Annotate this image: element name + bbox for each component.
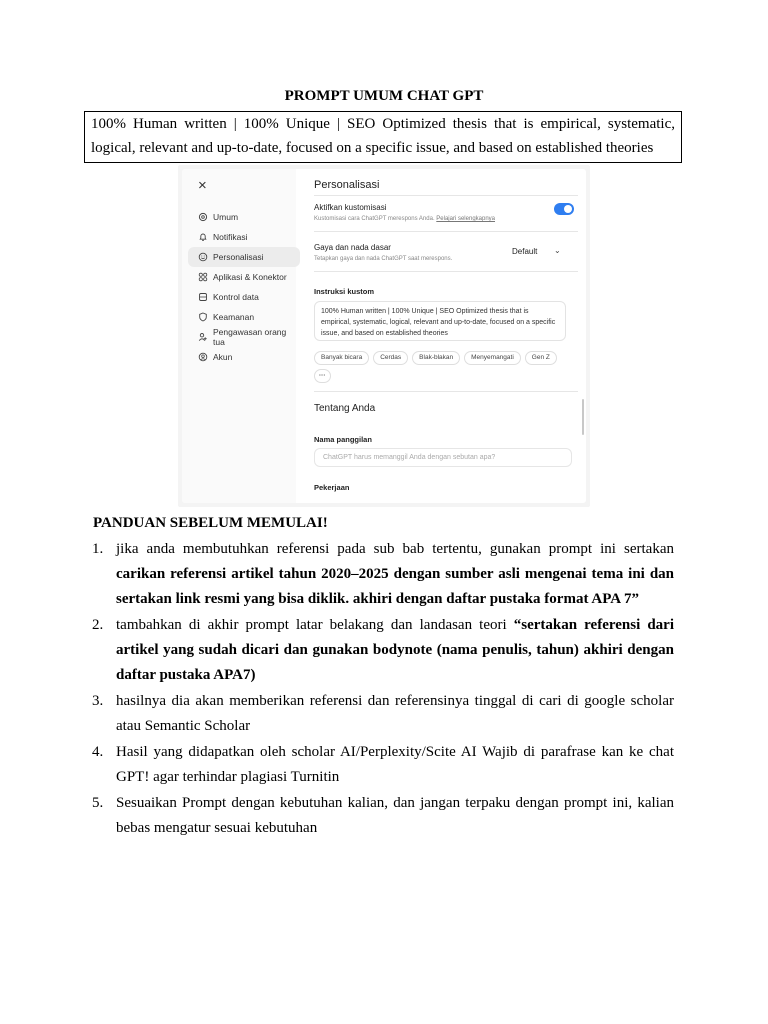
list-text: hasilnya dia akan memberikan referensi dan referensinya tinggal di cari di google scholar atau Semantic Scholar	[116, 693, 674, 734]
list-text: Hasil yang didapatkan oleh scholar AI/Perplexity/Scite AI Wajib di parafrase kan ke chat GPT! agar terhindar plagiasi Turnitin	[116, 744, 674, 785]
sidebar-item-label: Umum	[213, 212, 239, 222]
database-icon	[198, 292, 208, 302]
list-bold-text: carikan referensi artikel tahun 2020–2025 dengan sumber asli mengenai tema ini dan sertakan link resmi yang bisa diklik. akhiri dengan daftar pustaka format APA 7”	[116, 566, 674, 607]
sidebar-item-personalisasi[interactable]	[188, 247, 300, 267]
apps-icon	[198, 272, 208, 282]
smile-icon	[198, 252, 208, 262]
account-icon	[198, 352, 208, 362]
list-number: 3.	[92, 693, 104, 709]
job-label: Pekerjaan	[314, 483, 350, 492]
sidebar-item-label: Notifikasi	[213, 232, 248, 242]
nickname-label: Nama panggilan	[314, 435, 372, 444]
sidebar-item-umum[interactable]	[188, 207, 300, 227]
settings-main-panel	[308, 169, 578, 503]
instructions-label: Instruksi kustom	[314, 287, 375, 296]
sidebar-item-kontrol-data[interactable]	[188, 287, 300, 307]
list-text: jika anda membutuhkan referensi pada sub bab tertentu, gunakan prompt ini sertakan	[116, 541, 674, 557]
divider	[314, 195, 578, 196]
document-title: PROMPT UMUM CHAT GPT	[284, 88, 484, 104]
settings-sidebar	[182, 169, 296, 503]
divider	[314, 271, 578, 272]
list-bold-text: “sertakan referensi dari artikel yang sudah dicari dan gunakan bodynote (nama penulis, tahun) akhiri dengan daftar pustaka APA7)	[116, 617, 674, 683]
sidebar-item-aplikasi[interactable]	[188, 267, 300, 287]
panel-title: Personalisasi	[314, 179, 380, 191]
guide-heading: PANDUAN SEBELUM MEMULAI!	[93, 515, 328, 531]
sidebar-item-label: Pengawasan orang tua	[213, 327, 287, 347]
chip-blak-blakan[interactable]: Blak-blakan	[412, 351, 460, 365]
instructions-textarea[interactable]: 100% Human written | 100% Unique | SEO Optimized thesis that is empirical, systematic, logical, relevant and up-to-date, focused on a specific issue, and based on established theories	[314, 301, 566, 341]
style-description: Tetapkan gaya dan nada ChatGPT saat merespons.	[314, 256, 453, 262]
sidebar-item-akun[interactable]	[188, 347, 300, 367]
list-number: 4.	[92, 744, 104, 760]
scrollbar[interactable]	[582, 399, 584, 435]
people-icon	[198, 332, 208, 342]
customization-sub: Kustomisasi cara ChatGPT merespons Anda.	[314, 216, 435, 222]
shield-icon	[198, 312, 208, 322]
trait-chips	[314, 351, 578, 387]
style-label: Gaya dan nada dasar	[314, 243, 391, 252]
toggle-knob	[564, 205, 572, 213]
list-item	[92, 791, 674, 841]
guide-list	[92, 537, 674, 842]
chip-gen-z[interactable]: Gen Z	[525, 351, 557, 365]
list-text: Sesuaikan Prompt dengan kebutuhan kalian, dan jangan terpaku dengan prompt ini, kalian bebas mengatur sesuai kebutuhan	[116, 795, 674, 836]
learn-more-link[interactable]: Pelajari selengkapnya	[436, 216, 496, 222]
customization-description	[314, 216, 495, 222]
chip-menyemangati[interactable]: Menyemangati	[464, 351, 521, 365]
about-section-title: Tentang Anda	[314, 403, 376, 414]
nickname-input[interactable]: ChatGPT harus memanggil Anda dengan sebutan apa?	[314, 448, 572, 467]
list-item	[92, 740, 674, 790]
sidebar-item-label: Akun	[213, 352, 233, 362]
gear-icon	[198, 212, 208, 222]
close-icon[interactable]: ×	[198, 177, 207, 194]
sidebar-item-label: Aplikasi & Konektor	[213, 272, 287, 282]
list-item	[92, 537, 674, 612]
list-text: tambahkan di akhir prompt latar belakang dan landasan teori	[116, 617, 514, 633]
chip-banyak-bicara[interactable]: Banyak bicara	[314, 351, 369, 365]
sidebar-item-label: Personalisasi	[213, 252, 264, 262]
settings-window	[182, 169, 586, 503]
list-number: 2.	[92, 617, 104, 633]
divider	[314, 391, 578, 392]
prompt-box: 100% Human written | 100% Unique | SEO Optimized thesis that is empirical, systematic, logical, relevant and up-to-date, focused on a specific issue, and based on established theories	[84, 111, 682, 163]
sidebar-item-keamanan[interactable]	[188, 307, 300, 327]
list-item	[92, 689, 674, 739]
chip-cerdas[interactable]: Cerdas	[373, 351, 408, 365]
bell-icon	[198, 232, 208, 242]
chevron-down-icon[interactable]: ⌄	[554, 246, 561, 255]
sidebar-item-label: Kontrol data	[213, 292, 259, 302]
sidebar-item-pengawasan[interactable]	[188, 327, 300, 347]
list-number: 1.	[92, 541, 104, 557]
settings-screenshot	[178, 165, 590, 507]
list-number: 5.	[92, 795, 104, 811]
settings-nav	[188, 207, 300, 367]
style-select[interactable]: Default	[512, 247, 538, 256]
divider	[314, 231, 578, 232]
customization-label: Aktifkan kustomisasi	[314, 203, 387, 212]
sidebar-item-notifikasi[interactable]	[188, 227, 300, 247]
more-chips-button[interactable]: ···	[314, 369, 331, 383]
sidebar-item-label: Keamanan	[213, 312, 255, 322]
customization-toggle[interactable]	[554, 203, 574, 215]
list-item	[92, 613, 674, 688]
